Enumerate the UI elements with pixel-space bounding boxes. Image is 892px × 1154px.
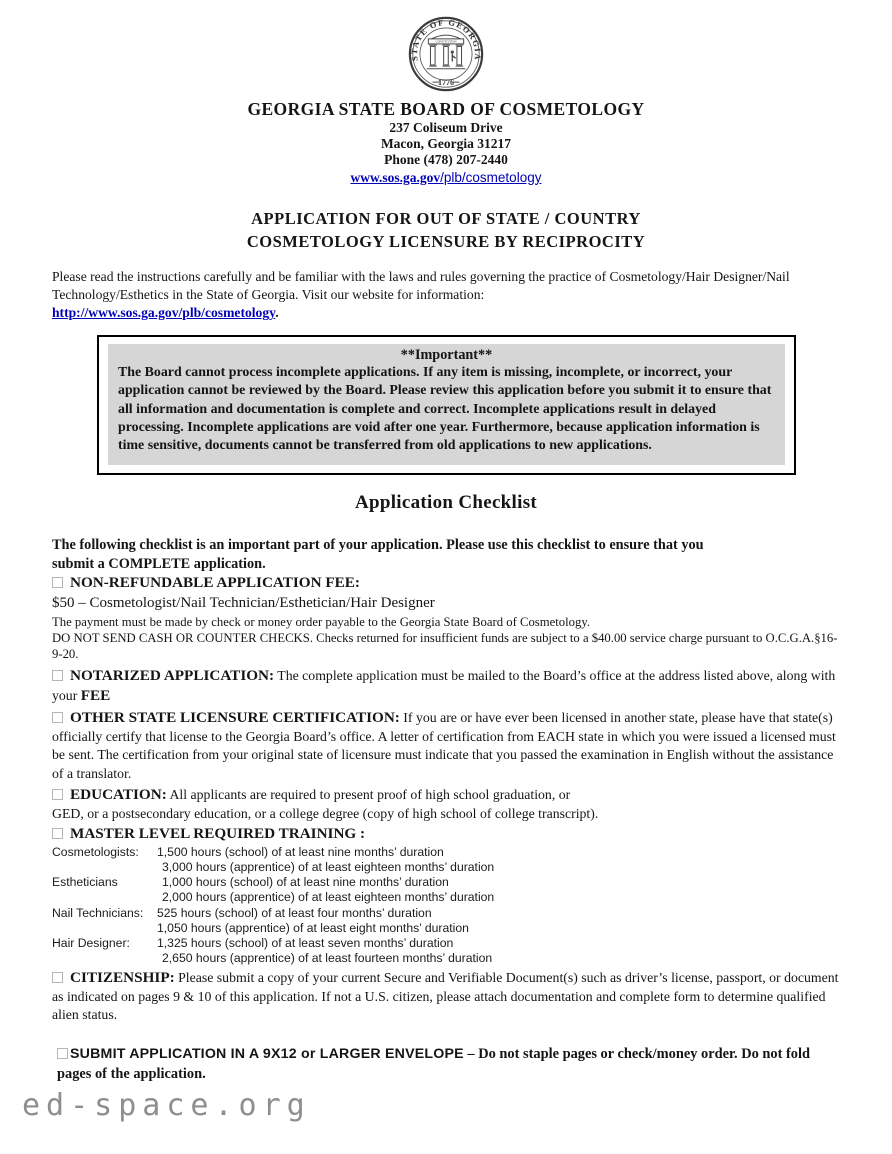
notarized-fee-emphasis: FEE	[80, 687, 111, 704]
important-notice-box	[97, 335, 796, 475]
phone-line: Phone (478) 207-2440	[384, 152, 508, 168]
citizenship-text1: Please submit a copy of your current Secure and Verifiable Document(s) such as driver’s license, passport, or document as indicated on pages 9 & 10 of this application.	[52, 970, 839, 1005]
intro-period: .	[275, 305, 279, 321]
checklist-item-fee	[52, 573, 844, 662]
training-row	[52, 875, 844, 905]
watermark: ed-space.org	[22, 1088, 311, 1123]
intro-paragraph	[52, 268, 852, 322]
submit-text: – Do not staple pages or check/money order. Do not fold pages of the application.	[57, 1046, 810, 1082]
checklist-item-education	[52, 785, 844, 823]
address-line2: Macon, Georgia 31217	[380, 136, 512, 152]
training-checkbox[interactable]	[52, 828, 63, 839]
checklist-intro: The following checklist is an important part of your application. Please use this checklist to ensure that you submit a COMPLETE application.	[52, 537, 704, 572]
document-title	[0, 207, 892, 253]
letterhead	[0, 0, 892, 187]
training-row	[52, 906, 844, 936]
important-heading: **Important**	[400, 347, 493, 364]
other-state-checkbox[interactable]	[52, 712, 63, 723]
training-school-hours: 1,000 hours (school) of at least nine months’ duration	[162, 875, 449, 890]
intro-text: Please read the instructions carefully and be familiar with the laws and rules governing the practice of Cosmetology/Hair Designer/Nail Technology/Esthetics in the State of Georgia. Visit our website for information:	[52, 268, 790, 303]
fee-note1: The payment must be made by check or money order payable to the Georgia State Board of Cosmetology.	[52, 614, 591, 629]
title-line2: COSMETOLOGY LICENSURE BY RECIPROCITY	[246, 231, 646, 251]
notarized-text: The complete application must be mailed to the Board’s office at the address listed above, along with your	[52, 667, 836, 703]
info-website-link[interactable]: http://www.sos.ga.gov/plb/cosmetology	[52, 305, 276, 321]
title-line1: APPLICATION FOR OUT OF STATE / COUNTRY	[251, 208, 641, 228]
submit-label: SUBMIT APPLICATION IN A 9X12 or LARGER ENVELOPE	[70, 1046, 464, 1063]
checklist-item-citizenship	[52, 968, 844, 1024]
website-link-serif: www.sos.ga.gov	[350, 169, 441, 185]
training-school-hours: 1,500 hours (school) of at least nine months’ duration	[157, 845, 444, 859]
checklist-item-other-state	[52, 708, 844, 783]
training-row	[52, 845, 844, 875]
seal-ring-text: STATE OF GEORGIA	[409, 18, 483, 62]
education-checkbox[interactable]	[52, 789, 63, 800]
training-apprentice-hours: 1,050 hours (apprentice) of at least eight months’ duration	[157, 920, 469, 935]
notarized-checkbox[interactable]	[52, 670, 63, 681]
training-role: Nail Technicians:	[52, 905, 144, 920]
checklist-heading: Application Checklist	[354, 492, 538, 514]
georgia-state-seal-icon	[0, 12, 892, 96]
citizenship-label: CITIZENSHIP:	[70, 969, 175, 986]
citizenship-text2: If not a U.S. citizen, please attach documentation and complete form to determine qualified alien status.	[52, 989, 826, 1023]
training-table	[52, 845, 844, 966]
education-text-line1: All applicants are required to present proof of high school graduation, or	[166, 786, 571, 802]
fee-label: NON-REFUNDABLE APPLICATION FEE:	[70, 574, 360, 592]
fee-checkbox[interactable]	[52, 577, 63, 588]
training-role: Estheticians	[52, 875, 118, 890]
checklist-item-notarized	[52, 666, 844, 706]
submit-checkbox[interactable]	[57, 1048, 68, 1059]
address-line1: 237 Coliseum Drive	[389, 120, 503, 135]
education-text-line2: GED, or a postsecondary education, or a college degree (copy of high school of college transcript).	[52, 805, 599, 821]
important-body: The Board cannot process incomplete applications. If any item is missing, incomplete, or incorrect, your application cannot be reviewed by the Board. Please review this application before you submit it to ensure that all information and documentation is complete and correct. Incomplete applications result in delayed processing. Incomplete applications are void after one year. Furthermore, because application information is time sensitive, documents cannot be transferred from old applications to new applications.	[118, 365, 772, 454]
training-row	[52, 936, 844, 966]
citizenship-checkbox[interactable]	[52, 972, 63, 983]
training-role: Cosmetologists:	[52, 845, 139, 859]
seal-year: 1776	[438, 78, 454, 88]
checklist-item-training	[52, 825, 844, 843]
fee-note2: DO NOT SEND CASH OR COUNTER CHECKS. Checks returned for insufficient funds are subject to a $40.00 service charge pursuant to O.C.G.A.§16-9-20.	[52, 630, 838, 661]
website-link-path: /plb/cosmetology	[440, 169, 542, 185]
fee-amount: $50 – Cosmetologist/Nail Technician/Esthetician/Hair Designer	[52, 595, 435, 612]
training-apprentice-hours: 3,000 hours (apprentice) of at least eighteen months’ duration	[162, 860, 495, 875]
seal-arch-text: CONSTITUTION	[435, 39, 457, 44]
website-link[interactable]	[351, 170, 542, 185]
training-apprentice-hours: 2,000 hours (apprentice) of at least eighteen months’ duration	[162, 890, 495, 905]
checklist-item-submit	[57, 1045, 847, 1084]
training-role: Hair Designer:	[52, 935, 130, 950]
notarized-label: NOTARIZED APPLICATION:	[70, 666, 275, 684]
training-school-hours: 525 hours (school) of at least four months’ duration	[157, 905, 432, 920]
training-school-hours: 1,325 hours (school) of at least seven months’ duration	[157, 935, 454, 950]
training-label: MASTER LEVEL REQUIRED TRAINING :	[70, 825, 366, 842]
checklist-body	[52, 536, 844, 1024]
education-label: EDUCATION:	[70, 785, 167, 803]
org-name: GEORGIA STATE BOARD OF COSMETOLOGY	[247, 99, 645, 119]
other-state-text: If you are or have ever been licensed in another state, please have that state(s) officially certify that license to the Georgia Board’s office. A letter of certification from EACH state in which you were issued a licensed must be sent. The certification from your original state of licensure must indicate that you passed the examination in English without the assistance of a translator.	[52, 710, 836, 781]
training-apprentice-hours: 2,650 hours (apprentice) of at least fourteen months’ duration	[162, 950, 493, 965]
other-state-label: OTHER STATE LICENSURE CERTIFICATION:	[70, 709, 400, 727]
